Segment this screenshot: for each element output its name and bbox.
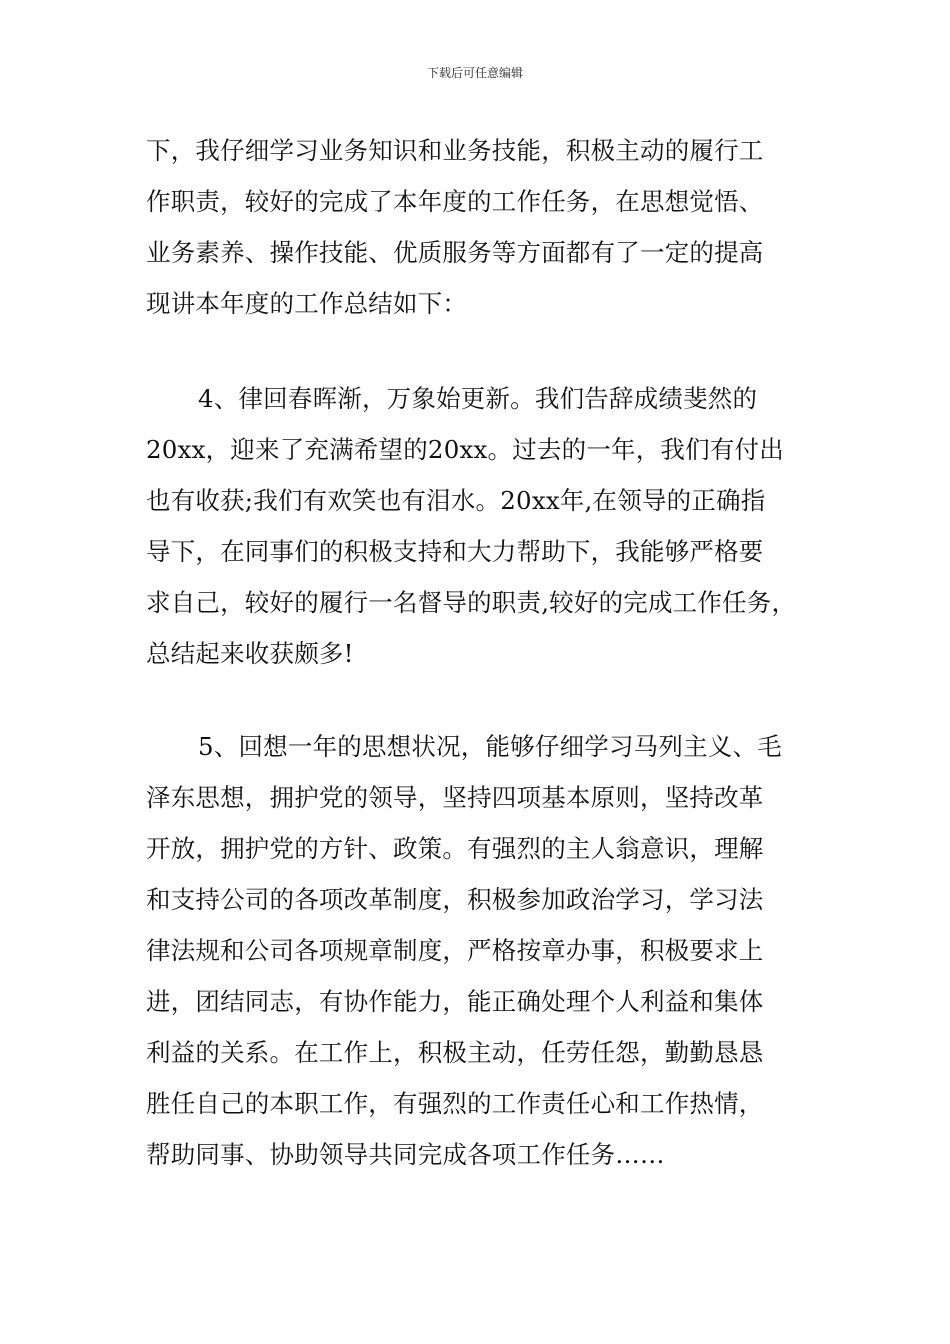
paragraph-line: 帮助同事、协助领导共同完成各项工作任务……: [146, 1140, 665, 1169]
paragraph-line: 5、回想一年的思想状况，能够仔细学习马列主义、毛: [198, 732, 782, 761]
paragraph-continuation: [146, 125, 826, 329]
paragraph-line: 4、律回春晖渐，万象始更新。我们告辞成绩斐然的: [198, 384, 758, 413]
paragraph-line: 总结起来收获颇多!: [146, 639, 354, 668]
paragraph-line: 现讲本年度的工作总结如下：: [146, 289, 468, 318]
paragraph-line: 求自己，较好的履行一名督导的职责,较好的完成工作任务，: [146, 588, 797, 617]
paragraph-line: 业务素养、操作技能、优质服务等方面都有了一定的提高: [146, 238, 764, 267]
paragraph-line: 开放，拥护党的方针、政策。有强烈的主人翁意识，理解: [146, 834, 764, 863]
paragraph-line: 进，团结同志，有协作能力，能正确处理个人利益和集体: [146, 987, 764, 1016]
paragraph-line: 下，我仔细学习业务知识和业务技能，积极主动的履行工: [146, 136, 764, 165]
paragraph-line: 20xx，迎来了充满希望的20xx。过去的一年，我们有付出: [146, 435, 784, 464]
paragraph-line: 导下，在同事们的积极支持和大力帮助下，我能够严格要: [146, 537, 764, 566]
paragraph-line: 和支持公司的各项改革制度，积极参加政治学习，学习法: [146, 885, 764, 914]
paragraph-item-4: [146, 373, 826, 679]
paragraph-item-5: [146, 721, 826, 1180]
paragraph-line: 律法规和公司各项规章制度，严格按章办事，积极要求上: [146, 936, 764, 965]
page-header: 下载后可任意编辑: [426, 66, 523, 80]
paragraph-line: 胜任自己的本职工作，有强烈的工作责任心和工作热情，: [146, 1089, 764, 1118]
paragraph-line: 作职责，较好的完成了本年度的工作任务，在思想觉悟、: [146, 187, 764, 216]
paragraph-line: 利益的关系。在工作上，积极主动，任劳任怨，勤勤恳恳: [146, 1038, 764, 1067]
paragraph-line: 泽东思想，拥护党的领导，坚持四项基本原则，坚持改革: [146, 783, 764, 812]
paragraph-line: 也有收获;我们有欢笑也有泪水。20xx年,在领导的正确指: [146, 486, 766, 515]
